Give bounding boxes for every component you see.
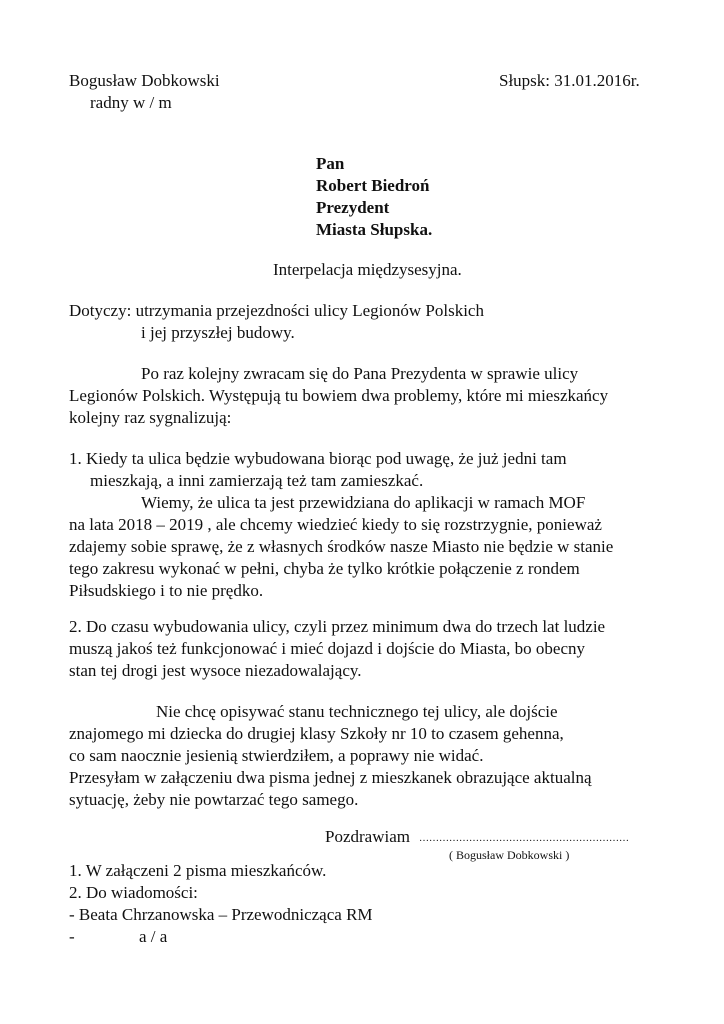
point1-line-5: zdajemy sobie sprawę, że z własnych środków nasze Miasto nie będzie w stanie — [69, 537, 614, 556]
point2-line-1: 2. Do czasu wybudowania ulicy, czyli przez minimum dwa do trzech lat ludzie — [69, 617, 606, 636]
point3-line-1: Nie chcę opisywać stanu technicznego tej ulicy, ale dojście — [156, 702, 558, 721]
author-name: Bogusław Dobkowski — [69, 71, 220, 90]
document-title: Interpelacja międzysesyjna. — [273, 260, 462, 279]
point1-line-3: Wiemy, że ulica ta jest przewidziana do aplikacji w ramach MOF — [141, 493, 586, 512]
attachment-line-4-dash: - — [69, 927, 75, 946]
point1-line-4: na lata 2018 – 2019 , ale chcemy wiedzieć kiedy to się rozstrzygnie, ponieważ — [69, 515, 602, 534]
recipient-line-4: Miasta Słupska. — [316, 220, 433, 239]
attachment-line-1: 1. W załączeni 2 pisma mieszkańców. — [69, 861, 327, 880]
point3-line-4: Przesyłam w załączeniu dwa pisma jednej z mieszkanek obrazujące aktualną — [69, 768, 592, 787]
author-role: radny w / m — [90, 93, 172, 112]
intro-line-1: Po raz kolejny zwracam się do Pana Prezydenta w sprawie ulicy — [141, 364, 579, 383]
place-date: Słupsk: 31.01.2016r. — [499, 71, 640, 90]
subject-line-1: Dotyczy: utrzymania przejezdności ulicy Legionów Polskich — [69, 301, 484, 320]
point1-line-2: mieszkają, a inni zamierzają też tam zamieszkać. — [90, 471, 424, 490]
signature-name: ( Bogusław Dobkowski ) — [449, 848, 570, 862]
subject-line-2: i jej przyszłej budowy. — [141, 323, 295, 342]
point1-line-6: tego zakresu wykonać w pełni, chyba że tylko krótkie połączenie z rondem — [69, 559, 580, 578]
closing-greeting: Pozdrawiam — [325, 827, 410, 846]
point3-line-2: znajomego mi dziecka do drugiej klasy Szkoły nr 10 to czasem gehenna, — [69, 724, 564, 743]
attachment-line-3: - Beata Chrzanowska – Przewodnicząca RM — [69, 905, 373, 924]
point2-line-2: muszą jakoś też funkcjonować i mieć dojazd i dojście do Miasta, bo obecny — [69, 639, 585, 658]
recipient-line-1: Pan — [316, 154, 345, 173]
intro-line-2: Legionów Polskich. Występują tu bowiem dwa problemy, które mi mieszkańcy — [69, 386, 609, 405]
point3-line-3: co sam naocznie jesienią stwierdziłem, a poprawy nie widać. — [69, 746, 484, 765]
point1-line-1: 1. Kiedy ta ulica będzie wybudowana biorąc pod uwagę, że już jedni tam — [69, 449, 567, 468]
intro-line-3: kolejny raz sygnalizują: — [69, 408, 232, 427]
attachment-line-4-text: a / a — [139, 927, 168, 946]
signature-line: ……………………………………………………… — [419, 833, 629, 844]
recipient-line-2: Robert Biedroń — [316, 176, 430, 195]
point3-line-5: sytuację, żeby nie powtarzać tego samego. — [69, 790, 359, 809]
recipient-line-3: Prezydent — [316, 198, 390, 217]
attachment-line-2: 2. Do wiadomości: — [69, 883, 198, 902]
point1-line-7: Piłsudskiego i to nie prędko. — [69, 581, 264, 600]
point2-line-3: stan tej drogi jest wysoce niezadowalający. — [69, 661, 362, 680]
